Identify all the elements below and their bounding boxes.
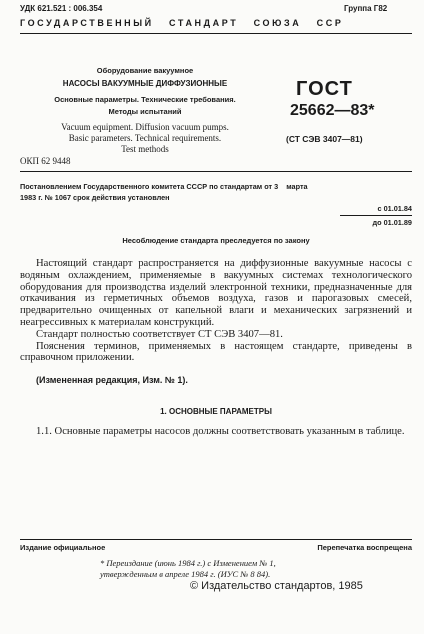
reprint-prohibited: Перепечатка воспрещена <box>317 543 412 552</box>
english-title-line-1: Vacuum equipment. Diffusion vacuum pumps. <box>61 122 229 132</box>
reissue-note-line-1: * Переиздание (июнь 1984 г.) с Изменением № 1, <box>100 558 276 568</box>
footer-rule <box>20 539 412 540</box>
gost-number: 25662—83* <box>290 102 375 119</box>
reissue-note-line-2: утвержденным в апреле 1984 г. (ИУС № 8 84). <box>100 569 271 579</box>
clause-1-1: 1.1. Основные параметры насосов должны соответствовать указанным в таблице. <box>36 426 405 437</box>
subtitle-line-1: Основные параметры. Технические требования. <box>54 95 236 104</box>
amendment-note: (Измененная редакция, Изм. № 1). <box>36 375 188 385</box>
validity-from: с 01.01.84 <box>377 204 412 213</box>
section-1-heading: 1. ОСНОВНЫЕ ПАРАМЕТРЫ <box>160 407 272 416</box>
state-standard-banner: ГОСУДАРСТВЕННЫЙ СТАНДАРТ СОЮЗА ССР <box>20 18 344 28</box>
header-rule <box>20 33 412 34</box>
okp-code: ОКП 62 9448 <box>20 156 71 166</box>
group-code: Группа Г82 <box>344 4 388 13</box>
intro-paragraph-block <box>20 258 412 364</box>
gost-label: ГОСТ <box>296 78 353 100</box>
decree-line-1: Постановлением Государственного комитета СССР по стандартам от 3 марта <box>20 182 308 191</box>
udk-code: УДК 621.521 : 006.354 <box>20 4 103 13</box>
scope-paragraph: Настоящий стандарт распространяется на диффузионные вакуумные насосы с водяным охлаждением, применяемые в вакуумных системах технологического оборудования для производства изделий электронной техники, предназначенные для откачивания из герметичных объемов воздуха, газов и парогазовых смесей, предварительно очищенных от капельной влаги и механических загрязнений и неагрессивных к материалам конструкций. <box>20 258 412 328</box>
english-title-line-2: Basic parameters. Technical requirements. <box>68 133 222 143</box>
validity-to: до 01.01.89 <box>372 218 412 227</box>
validity-rule <box>340 215 412 216</box>
publisher-copyright: © Издательство стандартов, 1985 <box>190 580 363 592</box>
infringement-notice: Несоблюдение стандарта преследуется по закону <box>122 236 310 245</box>
title-block-rule <box>20 171 412 172</box>
decree-line-2: 1983 г. № 1067 срок действия установлен <box>20 193 170 202</box>
official-edition: Издание официальное <box>20 543 106 552</box>
subtitle-line-2: Методы испытаний <box>108 107 182 116</box>
sev-compliance-paragraph: Стандарт полностью соответствует СТ СЭВ 3407—81. <box>36 328 283 340</box>
document-title: НАСОСЫ ВАКУУМНЫЕ ДИФФУЗИОННЫЕ <box>62 79 228 88</box>
category-line: Оборудование вакуумное <box>96 66 194 75</box>
terms-paragraph: Пояснения терминов, применяемых в настоящем стандарте, приведены в справочном приложении. <box>20 340 412 364</box>
sev-reference: (СТ СЭВ 3407—81) <box>286 134 363 144</box>
english-title-line-3: Test methods <box>121 144 169 154</box>
